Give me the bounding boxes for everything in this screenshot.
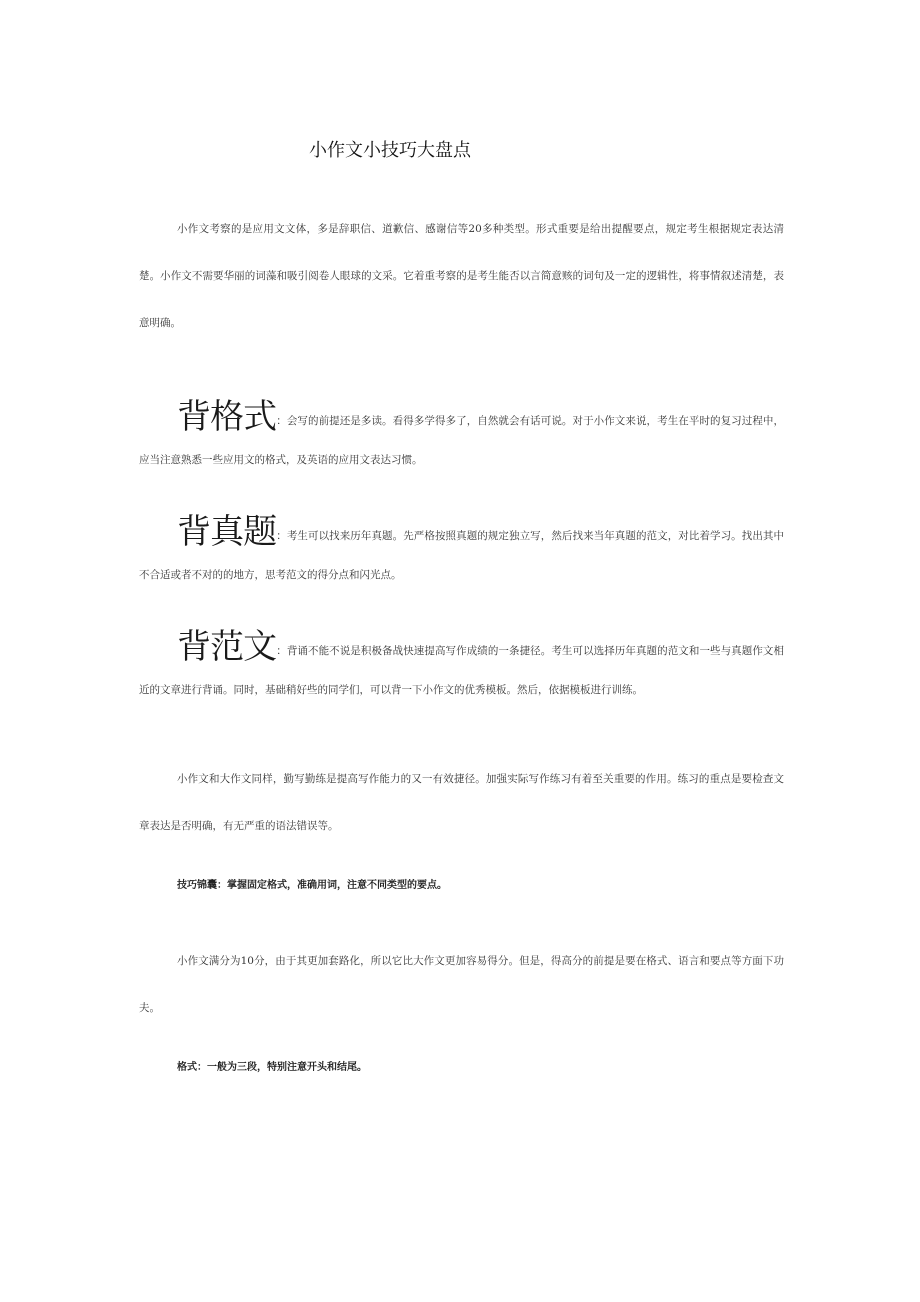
section-text-format: ：会写的前提还是多读。看得多学得多了，自然就会有话可说。对于小作文来说，考生在平时的复习过程中，应当注意熟悉一些应用文的格式，及英语的应用文表达习惯。 — [139, 415, 785, 466]
practice-paragraph: 小作文和大作文同样，勤写勤练是提高写作能力的又一有效捷径。加强实际写作练习有着至关重要的作用。练习的重点是要检查文章表达是否明确，有无严重的语法错误等。 — [139, 773, 784, 832]
section-text-models: ：背诵不能不说是积极备战快速提高写作成绩的一条捷径。考生可以选择历年真题的范文和一些与真题作文相近的文章进行背诵。同时，基础稍好些的同学们，可以背一下小作文的优秀模板。然后，依据模板进行训练。 — [139, 645, 785, 696]
document-title: 小作文小技巧大盘点 — [309, 140, 471, 161]
intro-paragraph: 小作文考察的是应用文文体，多是辞职信、道歉信、感谢信等20多种类型。形式重要是给出提醒要点，规定考生根据规定表达清楚。小作文不需要华丽的词藻和吸引阅卷人眼球的文采。它着重考察的是考生能否以言简意赅的词句及一定的逻辑性，将事情叙述清楚，表意明确。 — [139, 223, 784, 329]
format-line: 格式：一般为三段，特别注意开头和结尾。 — [177, 1062, 367, 1073]
section-paragraph-format — [139, 398, 784, 480]
section-text-exams: ：考生可以找来历年真题。先严格按照真题的规定独立写，然后找来当年真题的范文，对比着学习。找出其中不合适或者不对的的地方，思考范文的得分点和闪光点。 — [139, 530, 785, 581]
section-heading-models: 背范文 — [177, 627, 277, 667]
section-paragraph-exams — [139, 513, 784, 595]
section-paragraph-models — [139, 628, 784, 710]
tip-line: 技巧锦囊：掌握固定格式，准确用词，注意不同类型的要点。 — [177, 880, 447, 891]
section-heading-exams: 背真题 — [177, 512, 277, 552]
section-heading-format: 背格式 — [177, 397, 277, 437]
score-paragraph: 小作文满分为10分，由于其更加套路化，所以它比大作文更加容易得分。但是，得高分的前提是要在格式、语言和要点等方面下功夫。 — [139, 955, 784, 1014]
